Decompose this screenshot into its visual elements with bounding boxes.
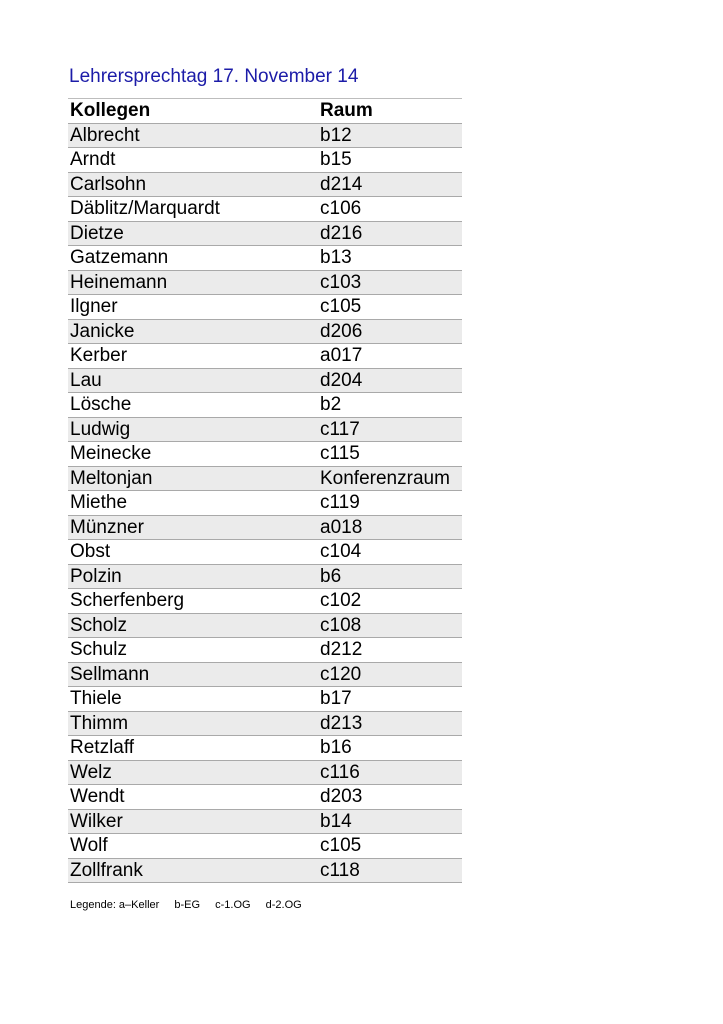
room-number: Konferenzraum — [320, 467, 450, 489]
room-number: a018 — [320, 516, 363, 538]
teacher-name: Däblitz/Marquardt — [70, 198, 220, 219]
table-row — [68, 565, 462, 590]
room-number: c119 — [320, 492, 360, 513]
teacher-name: Scholz — [70, 614, 128, 636]
teacher-name: Gatzemann — [70, 247, 169, 268]
document-title: Lehrersprechtag 17. November 14 — [69, 66, 359, 87]
column-header-raum: Raum — [320, 100, 373, 121]
room-number: d216 — [320, 222, 363, 244]
table-row — [68, 589, 462, 614]
teacher-name: Arndt — [70, 149, 116, 170]
teacher-name: Wendt — [70, 786, 125, 807]
room-number: c108 — [320, 614, 362, 636]
teacher-name: Scherfenberg — [70, 590, 185, 611]
table-row — [68, 859, 462, 884]
table-row — [68, 246, 462, 271]
room-number: b15 — [320, 149, 352, 170]
teacher-name: Retzlaff — [70, 737, 135, 758]
table-row — [68, 222, 462, 247]
room-number: b17 — [320, 688, 352, 709]
teacher-name: Carlsohn — [70, 173, 147, 195]
legend — [70, 899, 314, 911]
teacher-name: Heinemann — [70, 271, 168, 293]
legend-item: c-1.OG — [215, 899, 251, 911]
room-number: d206 — [320, 320, 363, 342]
room-number: c115 — [320, 443, 360, 464]
teacher-name: Wolf — [70, 835, 108, 856]
table-row — [68, 271, 462, 296]
room-number: c116 — [320, 761, 360, 783]
column-header-kollegen: Kollegen — [70, 100, 151, 121]
table-row — [68, 491, 462, 516]
room-number: c102 — [320, 590, 362, 611]
table-row — [68, 148, 462, 173]
room-number: d204 — [320, 369, 363, 391]
teacher-name: Zollfrank — [70, 859, 143, 881]
teacher-name: Meltonjan — [70, 467, 153, 489]
room-number: d212 — [320, 639, 363, 660]
teacher-name: Münzner — [70, 516, 144, 538]
table-row — [68, 663, 462, 688]
table-row — [68, 393, 462, 418]
table-row — [68, 810, 462, 835]
room-number: c106 — [320, 198, 362, 219]
table-row — [68, 516, 462, 541]
table-row — [68, 344, 462, 369]
table-body — [68, 124, 462, 884]
room-number: c104 — [320, 541, 362, 562]
table-row — [68, 442, 462, 467]
room-number: c105 — [320, 296, 362, 317]
teacher-name: Miethe — [70, 492, 128, 513]
teacher-name: Meinecke — [70, 443, 152, 464]
table-row — [68, 369, 462, 394]
teacher-name: Janicke — [70, 320, 135, 342]
room-number: d213 — [320, 712, 363, 734]
table-row — [68, 295, 462, 320]
table-row — [68, 736, 462, 761]
table-header-row — [68, 99, 462, 124]
table-row — [68, 467, 462, 492]
room-number: c117 — [320, 418, 360, 440]
legend-item: b-EG — [174, 899, 201, 911]
room-number: c118 — [320, 859, 360, 881]
room-number: b14 — [320, 810, 352, 832]
teacher-name: Lau — [70, 369, 102, 391]
table-row — [68, 785, 462, 810]
teacher-name: Thimm — [70, 712, 129, 734]
room-number: b16 — [320, 737, 352, 758]
table-row — [68, 761, 462, 786]
teacher-name: Ludwig — [70, 418, 131, 440]
teacher-name: Schulz — [70, 639, 128, 660]
teacher-name: Dietze — [70, 222, 124, 244]
room-number: d203 — [320, 786, 363, 807]
room-number: b12 — [320, 124, 352, 146]
teacher-name: Albrecht — [70, 124, 140, 146]
legend-item: d-2.OG — [265, 899, 302, 911]
teacher-name: Obst — [70, 541, 111, 562]
room-number: c105 — [320, 835, 362, 856]
table-row — [68, 638, 462, 663]
table-row — [68, 834, 462, 859]
room-number: b13 — [320, 247, 352, 268]
room-number: b2 — [320, 394, 342, 415]
legend-item: Legende: a–Keller — [70, 899, 160, 911]
table-row — [68, 614, 462, 639]
room-number: b6 — [320, 565, 342, 587]
room-number: c103 — [320, 271, 362, 293]
room-number: a017 — [320, 345, 363, 366]
room-number: d214 — [320, 173, 363, 195]
room-number: c120 — [320, 663, 362, 685]
table-row — [68, 540, 462, 565]
teacher-name: Lösche — [70, 394, 132, 415]
teacher-name: Wilker — [70, 810, 123, 832]
table-row — [68, 418, 462, 443]
teacher-name: Kerber — [70, 345, 128, 366]
teacher-name: Polzin — [70, 565, 122, 587]
table-row — [68, 687, 462, 712]
table-row — [68, 712, 462, 737]
teacher-name: Welz — [70, 761, 112, 783]
room-table — [68, 98, 462, 883]
teacher-name: Sellmann — [70, 663, 150, 685]
table-row — [68, 124, 462, 149]
table-row — [68, 197, 462, 222]
table-row — [68, 173, 462, 198]
teacher-name: Thiele — [70, 688, 122, 709]
table-row — [68, 320, 462, 345]
teacher-name: Ilgner — [70, 296, 118, 317]
